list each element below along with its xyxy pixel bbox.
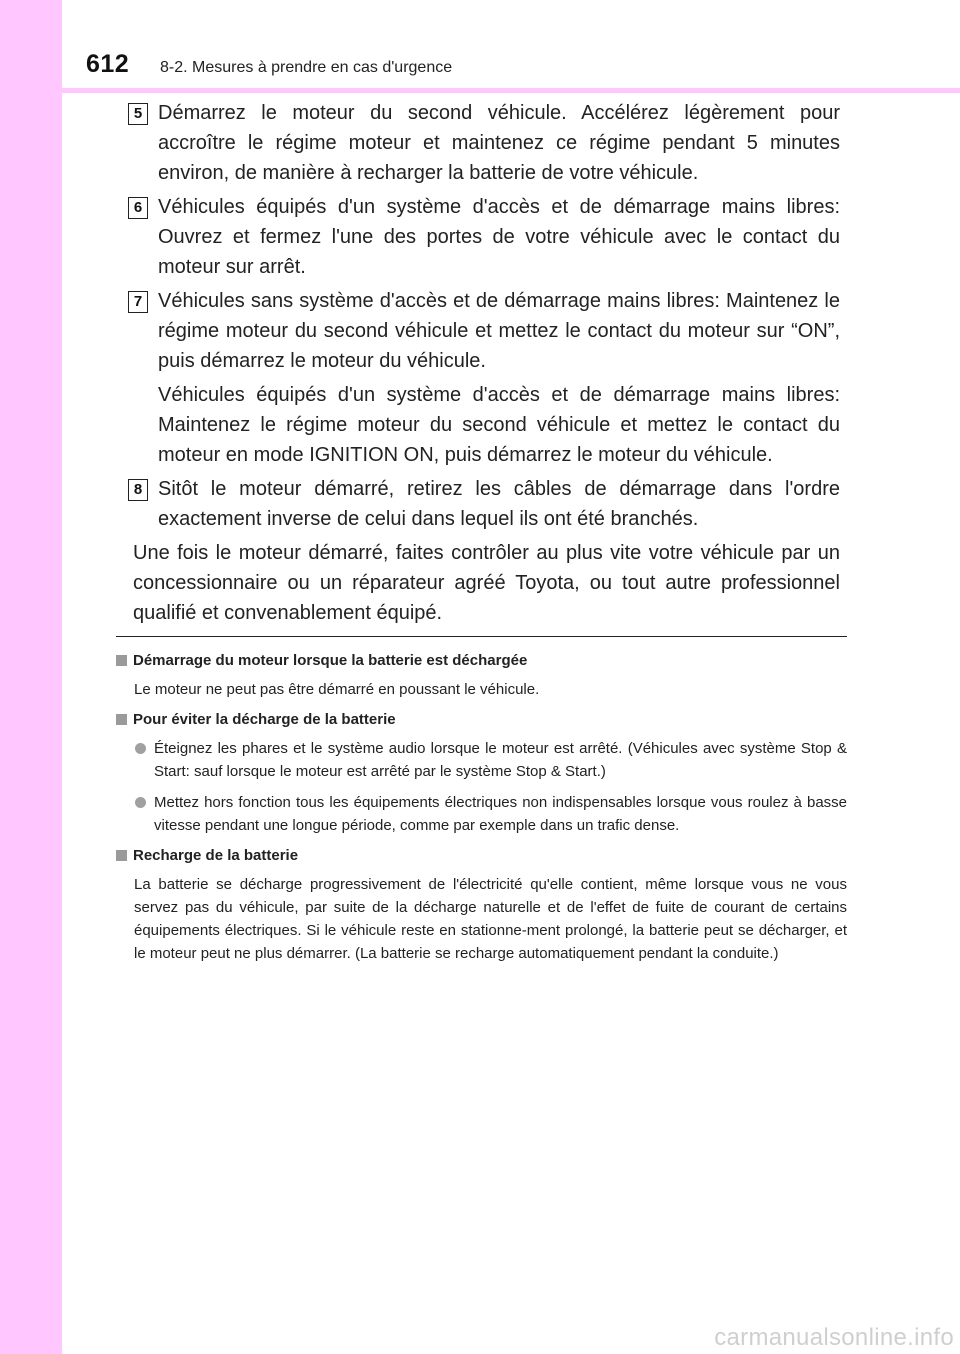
step-number-badge: 6 xyxy=(128,197,148,219)
step-7 xyxy=(133,286,840,470)
note-heading: Pour éviter la décharge de la batterie xyxy=(116,709,847,731)
step-text: Démarrez le moteur du second véhicule. Accélérez légèrement pour accroître le régime moteur et maintenez ce régime pendant 5 minutes environ, de manière à recharger la batterie de votre véhicule. xyxy=(158,102,840,184)
square-bullet-icon xyxy=(116,714,127,725)
watermark: carmanualsonline.info xyxy=(714,1324,954,1351)
section-divider xyxy=(116,636,847,637)
list-item: Mettez hors fonction tous les équipements électriques non indispensables lorsque vous roulez à basse vitesse pendant une longue période, comme par exemple dans un trafic dense. xyxy=(154,791,847,837)
note-text: Le moteur ne peut pas être démarré en poussant le véhicule. xyxy=(134,681,540,698)
step-6 xyxy=(133,192,840,282)
main-content xyxy=(0,98,960,648)
step-text: Véhicules équipés d'un système d'accès et de démarrage mains libres: Maintenez le régime moteur du second véhicule et mettez le contact du moteur en mode IGNITION ON, puis démarrez le moteur du véhicule. xyxy=(158,384,840,466)
circle-bullet-icon xyxy=(135,743,146,754)
note-text: La batterie se décharge progressivement de l'électricité qu'elle contient, même lorsque vous ne vous servez pas du véhicule, par suite de la décharge naturelle et de l'effet de fuite de courant de certains équipements électriques. Si le véhicule reste en stationne-ment prolongé, la batterie peut se décharger, et le moteur peut ne plus démarrer. (La batterie se recharge automatiquement pendant la conduite.) xyxy=(134,876,847,962)
header-rule xyxy=(62,88,960,93)
step-8 xyxy=(133,474,840,534)
step-number-badge: 7 xyxy=(128,291,148,313)
notes-section xyxy=(116,650,847,973)
step-text: Sitôt le moteur démarré, retirez les câbles de démarrage dans l'ordre exactement inverse de celui dans lequel ils ont été branchés. xyxy=(158,478,840,530)
list-item: Éteignez les phares et le système audio lorsque le moteur est arrêté. (Véhicules avec système Stop & Start: sauf lorsque le moteur est arrêté par le système Stop & Start.) xyxy=(154,737,847,783)
note-heading: Démarrage du moteur lorsque la batterie est déchargée xyxy=(116,650,847,672)
section-title: 8-2. Mesures à prendre en cas d'urgence xyxy=(160,59,453,76)
step-text: Véhicules sans système d'accès et de démarrage mains libres: Maintenez le régime moteur du second véhicule et mettez le contact du moteur sur “ON”, puis démarrez le moteur du véhicule. xyxy=(158,290,840,372)
step-number-badge: 8 xyxy=(128,479,148,501)
step-5 xyxy=(133,98,840,188)
square-bullet-icon xyxy=(116,850,127,861)
page-number: 612 xyxy=(86,50,130,78)
square-bullet-icon xyxy=(116,655,127,666)
closing-paragraph: Une fois le moteur démarré, faites contrôler au plus vite votre véhicule par un concessionnaire ou un réparateur agréé Toyota, ou tout autre professionnel qualifié et convenablement équipé. xyxy=(133,542,840,624)
circle-bullet-icon xyxy=(135,797,146,808)
note-heading: Recharge de la batterie xyxy=(116,845,847,867)
step-number-badge: 5 xyxy=(128,103,148,125)
step-text: Véhicules équipés d'un système d'accès et de démarrage mains libres: Ouvrez et fermez l'une des portes de votre véhicule avec le contact du moteur sur arrêt. xyxy=(158,196,840,278)
